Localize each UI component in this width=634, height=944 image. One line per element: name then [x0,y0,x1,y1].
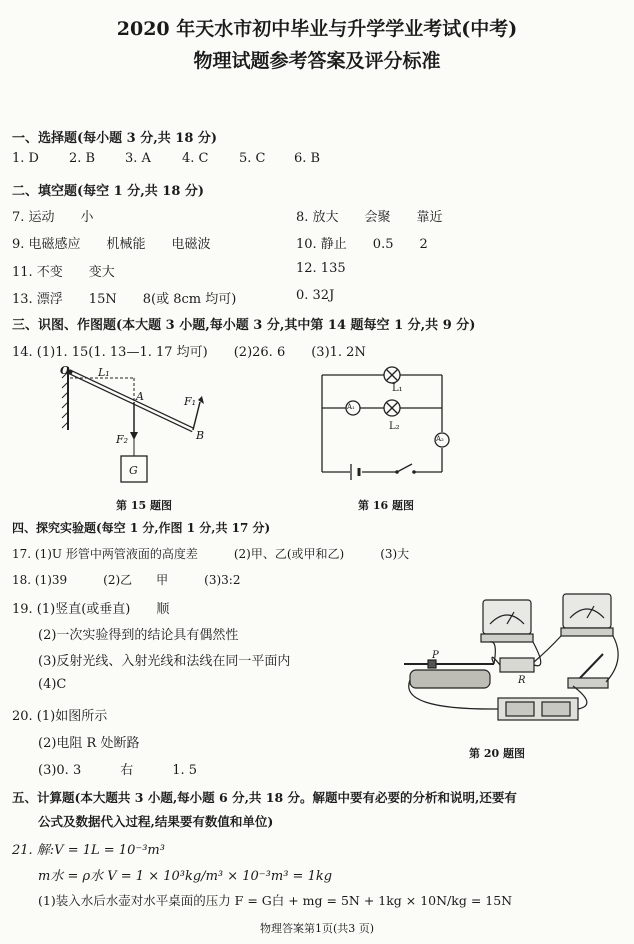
label-F1: F₁ [184,395,197,408]
answer-q19-4: (4)C [38,677,67,692]
answer-q19-2: (2)一次实验得到的结论具有偶然性 [38,628,239,643]
label-B: B [196,429,205,442]
section-2-heading: 二、填空题(每空 1 分,共 18 分) [12,184,205,199]
doc-subtitle: 物理试题参考答案及评分标准 [193,50,441,72]
section-5-heading-cont: 公式及数据代入过程,结果要有数值和单位) [38,814,274,829]
label-ammeter-2: A₂ [436,435,444,443]
answer-q21-mass: m水 = ρ水 V = 1 × 10³kg/m³ × 10⁻³m³ = 1kg [38,869,333,884]
answer-q8: 8. 放大 会聚 靠近 [296,210,443,225]
section-4-heading: 四、探究实验题(每空 1 分,作图 1 分,共 17 分) [12,521,271,535]
label-G: G [129,464,138,477]
section-3-heading: 三、识图、作图题(本大题 3 小题,每小题 3 分,其中第 14 题每空 1 分,共 9 分) [12,318,476,333]
answer-q7: 7. 运动 小 [12,210,94,225]
label-ammeter-1: A₁ [347,403,355,411]
answer-q19-3: (3)反射光线、入射光线和法线在同一平面内 [38,654,291,669]
answer-q18: 18. (1)39 (2)乙 甲 (3)3:2 [12,573,241,587]
answer-q14: 14. (1)1. 15(1. 13—1. 17 均可) (2)26. 6 (3)1. 2N [12,345,366,360]
answer-2: 2. B [69,151,96,166]
label-O: O [60,364,70,377]
answer-q21: 21. 解:V = 1L = 10⁻³m³ [12,843,165,858]
answer-3: 3. A [125,151,151,166]
section-1-heading: 一、选择题(每小题 3 分,共 18 分) [12,131,218,146]
answer-1: 1. D [12,151,39,166]
answer-4: 4. C [182,151,209,166]
figure-20-caption: 第 20 题图 [469,747,525,760]
answer-q20-1: 20. (1)如图所示 [12,709,108,724]
answer-q19-1: 19. (1)竖直(或垂直) 顺 [12,602,170,617]
answer-q13: 13. 漂浮 15N 8(或 8cm 均可) [12,292,237,307]
label-L1-bulb: L₁ [392,383,403,394]
figure-15-caption: 第 15 题图 [116,499,172,512]
label-L1: L₁ [98,366,110,379]
answer-q17: 17. (1)U 形管中两管液面的高度差 (2)甲、乙(或甲和乙) (3)大 [12,547,410,561]
answer-q12: 12. 135 [296,261,346,276]
answer-q13-work: 0. 32J [296,288,335,303]
figure-15-lever [58,362,218,492]
page-footer: 物理答案第1页(共3 页) [259,922,375,935]
label-P: P [432,650,439,661]
answer-q9: 9. 电磁感应 机械能 电磁波 [12,237,211,252]
label-R: R [518,675,526,686]
answer-5: 5. C [239,151,266,166]
label-F2: F₂ [116,433,129,446]
section-5-heading: 五、计算题(本大题共 3 小题,每小题 6 分,共 18 分。解题中要有必要的分析和说明,还要有 [12,790,517,805]
answer-q20-2: (2)电阻 R 处断路 [38,736,140,751]
answer-q20-3: (3)0. 3 右 1. 5 [38,763,198,778]
answer-q10: 10. 静止 0.5 2 [296,237,428,252]
doc-title: 2020 年天水市初中毕业与升学学业考试(中考) [116,18,518,40]
answer-q11: 11. 不变 变大 [12,265,115,280]
label-A: A [136,390,144,403]
answer-6: 6. B [294,151,321,166]
figure-16-caption: 第 16 题图 [358,499,414,512]
answer-q21-pressure: (1)装入水后水壶对水平桌面的压力 F = G白 + mg = 5N + 1kg × 10N/kg = 15N [38,893,513,908]
label-L2-bulb: L₂ [389,421,400,432]
